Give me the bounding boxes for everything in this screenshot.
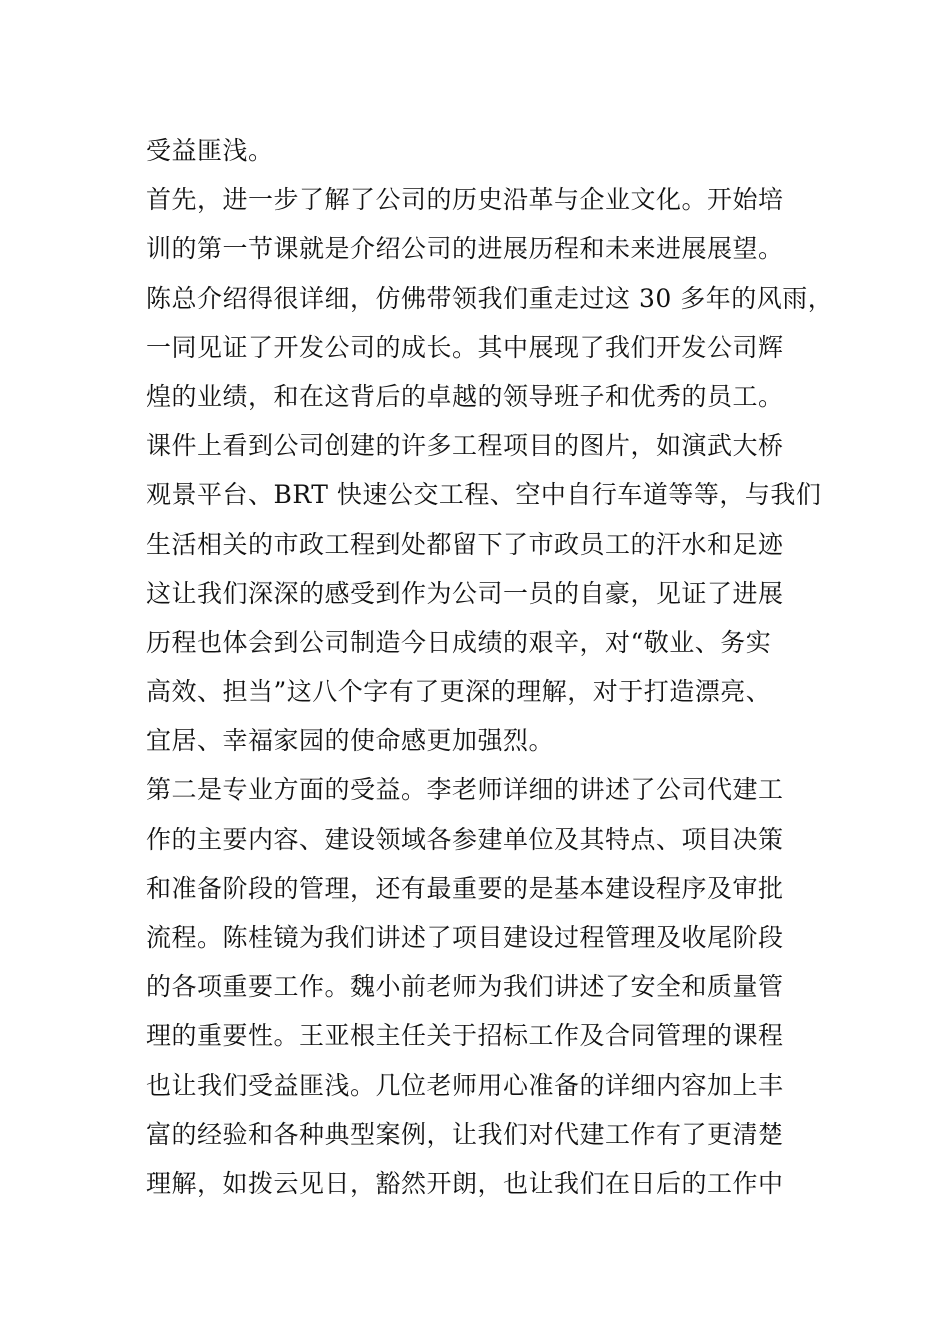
- body-text: [146, 126, 834, 1208]
- text-line-10: 这让我们深深的感受到作为公司一员的自豪，见证了进展: [146, 578, 784, 608]
- text-line-13: 宜居、幸福家园的使命感更加强烈。: [146, 726, 555, 756]
- text-line-16: 和准备阶段的管理，还有最重要的是基本建设程序及审批: [146, 873, 784, 903]
- text-line-12: 高效、担当”这八个字有了更深的理解，对于打造漂亮、: [146, 677, 772, 707]
- text-line-14: 第二是专业方面的受益。李老师详细的讲述了公司代建工: [146, 775, 784, 805]
- text-line-17: 流程。陈桂镜为我们讲述了项目建设过程管理及收尾阶段: [146, 923, 784, 952]
- text-line-21: 富的经验和各种典型案例，让我们对代建工作有了更清楚: [146, 1119, 784, 1149]
- text-line-18: 的各项重要工作。魏小前老师为我们讲述了安全和质量管: [146, 972, 784, 1002]
- text-line-8: 观景平台、BRT 快速公交工程、空中自行车道等等，与我们: [146, 480, 822, 510]
- text-line-15: 作的主要内容、建设领域各参建单位及其特点、项目决策: [146, 824, 784, 854]
- text-line-1: 受益匪浅。: [146, 136, 274, 165]
- text-line-11: 历程也体会到公司制造今日成绩的艰辛，对“敬业、务实: [146, 627, 772, 657]
- text-line-9: 生活相关的市政工程到处都留下了市政员工的汗水和足迹: [146, 529, 784, 559]
- text-line-20: 也让我们受益匪浅。几位老师用心准备的详细内容加上丰: [146, 1070, 784, 1100]
- text-line-19: 理的重要性。王亚根主任关于招标工作及合同管理的课程: [146, 1021, 784, 1051]
- text-line-5: 一同见证了开发公司的成长。其中展现了我们开发公司辉: [146, 332, 784, 362]
- text-line-7: 课件上看到公司创建的许多工程项目的图片，如演武大桥: [146, 431, 784, 461]
- text-line-2: 首先，进一步了解了公司的历史沿革与企业文化。开始培: [146, 185, 784, 215]
- text-line-3: 训的第一节课就是介绍公司的进展历程和未来进展展望。: [146, 234, 784, 264]
- text-line-6: 煌的业绩，和在这背后的卓越的领导班子和优秀的员工。: [146, 381, 784, 411]
- text-line-4: 陈总介绍得很详细，仿佛带领我们重走过这 30 多年的风雨，: [146, 283, 834, 313]
- text-line-22: 理解，如拨云见日，豁然开朗，也让我们在日后的工作中: [146, 1168, 784, 1198]
